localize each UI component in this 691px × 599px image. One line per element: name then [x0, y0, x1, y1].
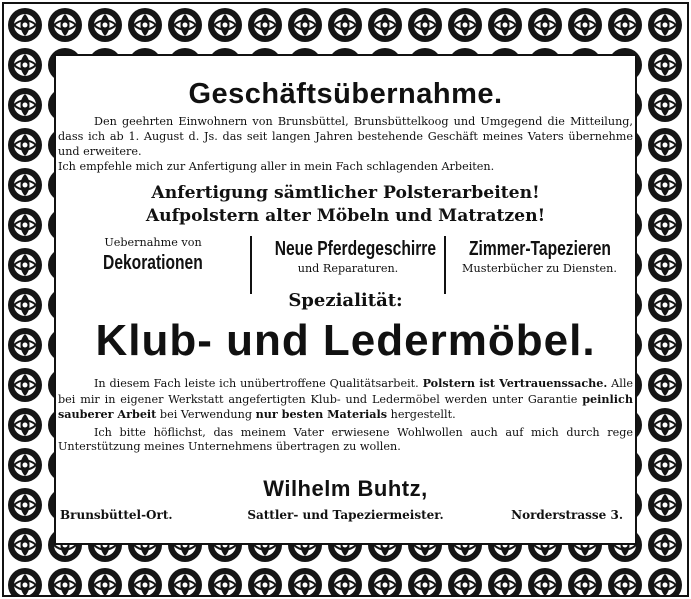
service-decorations: [58, 236, 248, 294]
signature-address: Norderstrasse 3.: [511, 508, 623, 522]
details-best-material: nur besten Materials: [255, 407, 388, 421]
service-decorations-title: Dekorationen: [103, 252, 203, 274]
details-paragraph-1: [58, 376, 633, 423]
service-decorations-caption: Uebernahme von: [104, 236, 202, 249]
details-usage: bei Verwendung: [159, 408, 252, 421]
signature-name: Wilhelm Buhtz,: [263, 476, 428, 501]
highlight-line-1: Anfertigung sämtlicher Polsterarbeiten!: [151, 183, 540, 203]
highlight-line-2: Aufpolstern alter Möbeln und Matratzen!: [145, 206, 546, 226]
signature-place: Brunsbüttel-Ort.: [60, 508, 173, 522]
service-wallpapering-title: Zimmer-Tapezieren: [468, 238, 611, 260]
service-wallpapering-caption: Musterbücher zu Diensten.: [462, 262, 617, 275]
intro-paragraph: Den geehrten Einwohnern von Brunsbüttel, Brunsbüttelkoog und Umgegend die Mitteilung, dass ich ab 1. August d. Js. das seit langen Jahren bestehende Geschäft meines Vaters übernehme und erweitere.: [58, 115, 633, 158]
advertisement: [58, 58, 633, 541]
ad-title: Geschäftsübernahme.: [188, 78, 503, 110]
services-row: [58, 236, 633, 294]
service-harness-title: Neue Pferdegeschirre: [274, 238, 437, 260]
highlight-lines: [58, 182, 633, 228]
details-paragraph-2: Ich bitte höflichst, das meinem Vater erwiesene Wohlwollen auch auf mich durch rege Unterstützung meines Unternehmens übertragen zu wollen.: [58, 425, 633, 453]
details-text: [58, 376, 633, 455]
details-workshop: Alle bei mir in eigener Werkstatt angefertigten Klub- und Ledermöbel werden unter Garantie: [58, 377, 634, 406]
service-harness: [250, 236, 446, 294]
details-clean-work: peinlich sauberer Arbeit: [58, 391, 633, 421]
specialty-label: Spezialität:: [288, 290, 403, 311]
service-harness-caption: und Reparaturen.: [297, 262, 399, 275]
signature-profession: Sattler- und Tapeziermeister.: [247, 508, 444, 522]
service-wallpapering: [446, 236, 633, 294]
details-made: hergestellt.: [390, 408, 456, 421]
details-trust: Polstern ist Vertrauenssache.: [422, 376, 608, 390]
details-quality: In diesem Fach leiste ich unübertroffene Qualitätsarbeit.: [94, 377, 419, 390]
intro-text: [58, 114, 633, 174]
intro-recommendation: Ich empfehle mich zur Anfertigung aller in mein Fach schlagenden Arbeiten.: [58, 160, 495, 173]
specialty-headline: Klub- und Ledermöbel.: [95, 316, 596, 365]
